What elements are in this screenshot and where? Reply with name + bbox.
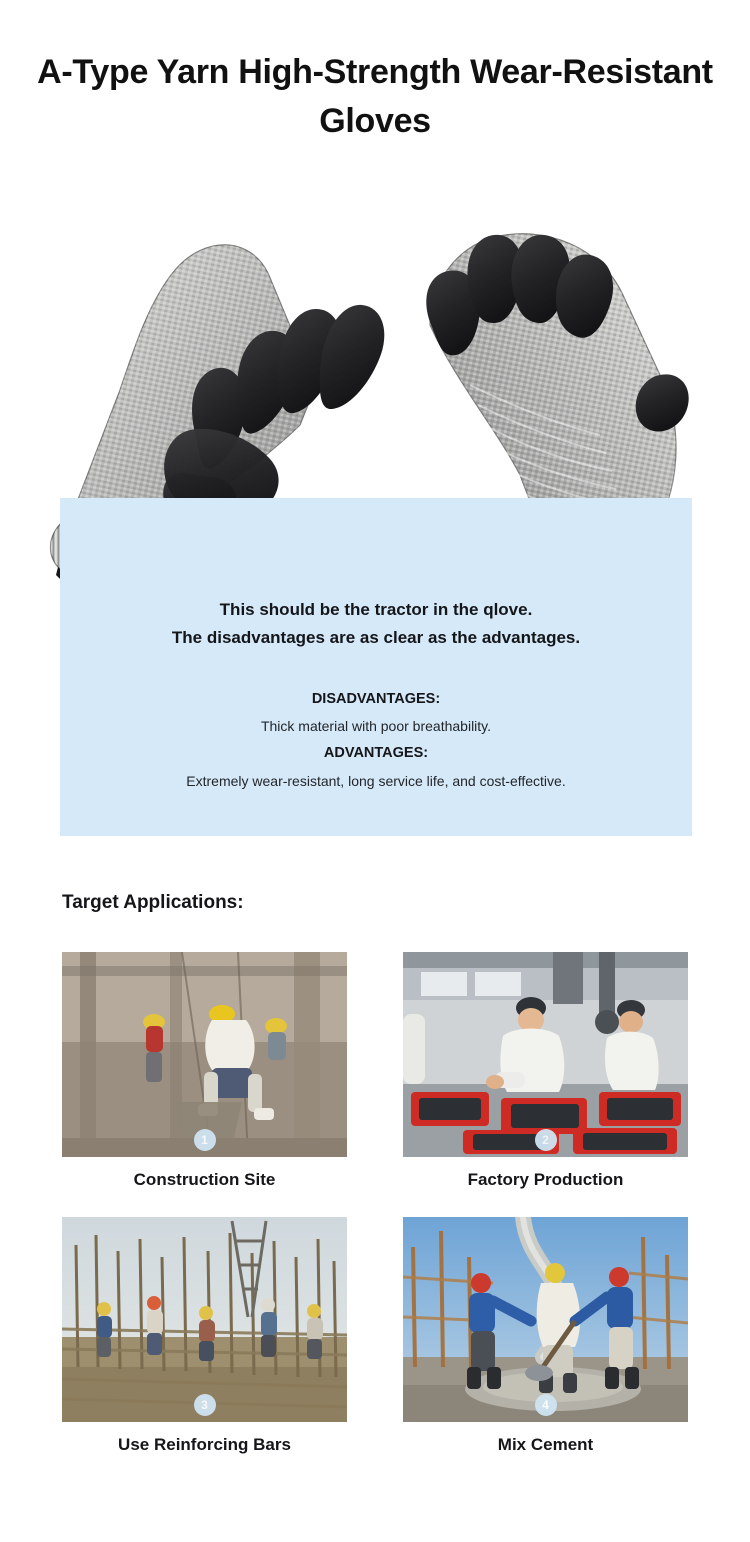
application-caption: Mix Cement — [497, 1435, 594, 1454]
application-badge: 3 — [194, 1394, 216, 1416]
factory-production-photo — [403, 952, 688, 1157]
applications-title: Target Applications: — [62, 892, 244, 913]
disadvantages-label: DISADVANTAGES: — [311, 691, 441, 707]
mix-cement-photo — [403, 1217, 688, 1422]
application-photo — [62, 1217, 347, 1422]
info-heading-line2: The disadvantages are as clear as the advantages. — [171, 628, 581, 648]
application-card-reinforcing-bars — [62, 1217, 347, 1455]
application-card-mix-cement — [403, 1217, 688, 1455]
application-photo — [403, 952, 688, 1157]
disadvantages-text: Thick material with poor breathability. — [260, 718, 492, 734]
application-photo — [403, 1217, 688, 1422]
info-heading-line1: This should be the tractor in the qlove. — [219, 600, 533, 619]
application-badge: 1 — [194, 1129, 216, 1151]
reinforcing-bars-photo — [62, 1217, 347, 1422]
application-card-factory-production — [403, 952, 688, 1190]
application-caption: Construction Site — [133, 1170, 276, 1189]
application-caption: Factory Production — [467, 1170, 624, 1189]
advantages-label: ADVANTAGES: — [323, 745, 429, 761]
page-title: A-Type Yarn High-Strength Wear-Resistant Gloves — [37, 53, 713, 141]
application-caption: Use Reinforcing Bars — [118, 1435, 291, 1454]
application-card-construction-site — [62, 952, 347, 1190]
info-heading — [60, 596, 692, 652]
application-badge: 2 — [535, 1129, 557, 1151]
applications-grid — [62, 952, 688, 1455]
application-badge: 4 — [535, 1394, 557, 1416]
info-panel — [60, 498, 692, 836]
application-photo — [62, 952, 347, 1157]
construction-site-photo — [62, 952, 347, 1157]
advantages-text: Extremely wear-resistant, long service life, and cost-effective. — [186, 773, 566, 789]
